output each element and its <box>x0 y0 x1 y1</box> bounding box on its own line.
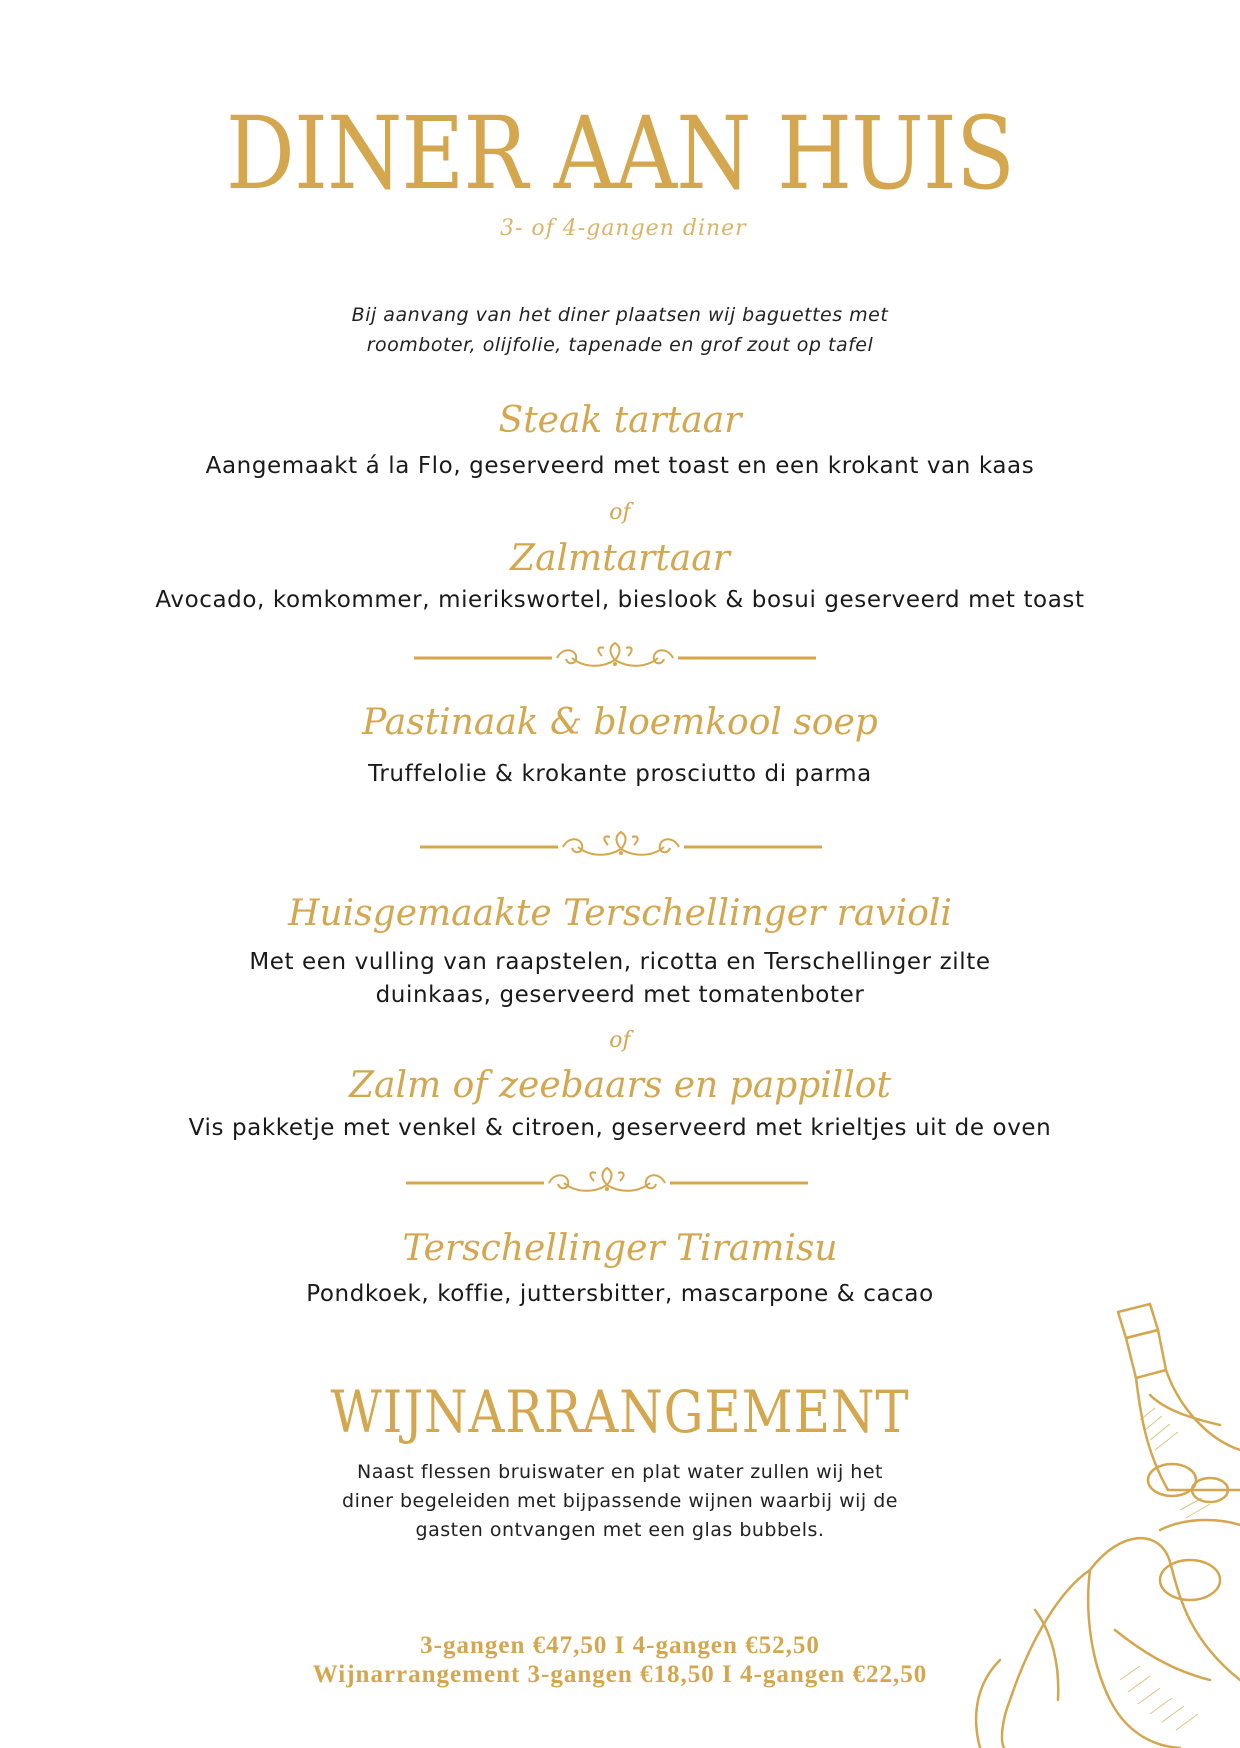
or-separator-1: of <box>609 500 631 525</box>
dish-name-tiramisu: Terschellinger Tiramisu <box>402 1228 838 1269</box>
intro-line-2: roomboter, olijfolie, tapenade en grof zout op tafel <box>366 334 874 356</box>
dish-desc-steak-tartaar: Aangemaakt á la Flo, geserveerd met toast en een krokant van kaas <box>205 453 1035 479</box>
dish-desc-ravioli <box>0 946 1240 1012</box>
dish-desc-zalm-zeebaars: Vis pakketje met venkel & citroen, geserveerd met krieltjes uit de oven <box>188 1115 1052 1141</box>
price-line-1: 3-gangen €47,50 I 4-gangen €52,50 <box>420 1632 820 1659</box>
intro-line-1: Bij aanvang van het diner plaatsen wij baguettes met <box>351 304 889 326</box>
ornament-divider-icon <box>418 829 824 865</box>
wine-text-line-1: Naast flessen bruiswater en plat water zullen wij het <box>357 1461 883 1483</box>
ornament-divider-icon <box>412 640 818 676</box>
dish-name-ravioli: Huisgemaakte Terschellinger ravioli <box>288 893 952 934</box>
ornament-divider-icon <box>404 1165 810 1201</box>
dish-desc-zalmtartaar: Avocado, komkommer, mierikswortel, bieslook & bosui geserveerd met toast <box>155 587 1085 613</box>
dish-desc-tiramisu: Pondkoek, koffie, juttersbitter, mascarpone & cacao <box>306 1281 934 1307</box>
dish-name-zalmtartaar: Zalmtartaar <box>510 538 730 579</box>
dish-name-steak-tartaar: Steak tartaar <box>498 400 742 441</box>
intro-text <box>0 300 1240 360</box>
dish-desc-ravioli-line-2: duinkaas, geserveerd met tomatenboter <box>375 982 865 1008</box>
wine-text-line-3: gasten ontvangen met een glas bubbels. <box>415 1519 825 1541</box>
dish-desc-soup: Truffelolie & krokante prosciutto di parma <box>368 761 872 787</box>
wine-text-line-2: diner begeleiden met bijpassende wijnen waarbij wij de <box>342 1490 898 1512</box>
page-title: DINER AAN HUIS <box>225 95 1015 212</box>
or-separator-2: of <box>609 1028 631 1053</box>
dish-name-zalm-zeebaars: Zalm of zeebaars en pappillot <box>349 1065 891 1106</box>
wine-section-title: WIJNARRANGEMENT <box>330 1378 910 1446</box>
dish-desc-ravioli-line-1: Met een vulling van raapstelen, ricotta en Terschellinger zilte <box>249 949 991 975</box>
dish-name-soup: Pastinaak & bloemkool soep <box>362 702 878 743</box>
page-subtitle: 3- of 4-gangen diner <box>500 216 747 241</box>
price-line-2: Wijnarrangement 3-gangen €18,50 I 4-gangen €22,50 <box>312 1661 928 1688</box>
